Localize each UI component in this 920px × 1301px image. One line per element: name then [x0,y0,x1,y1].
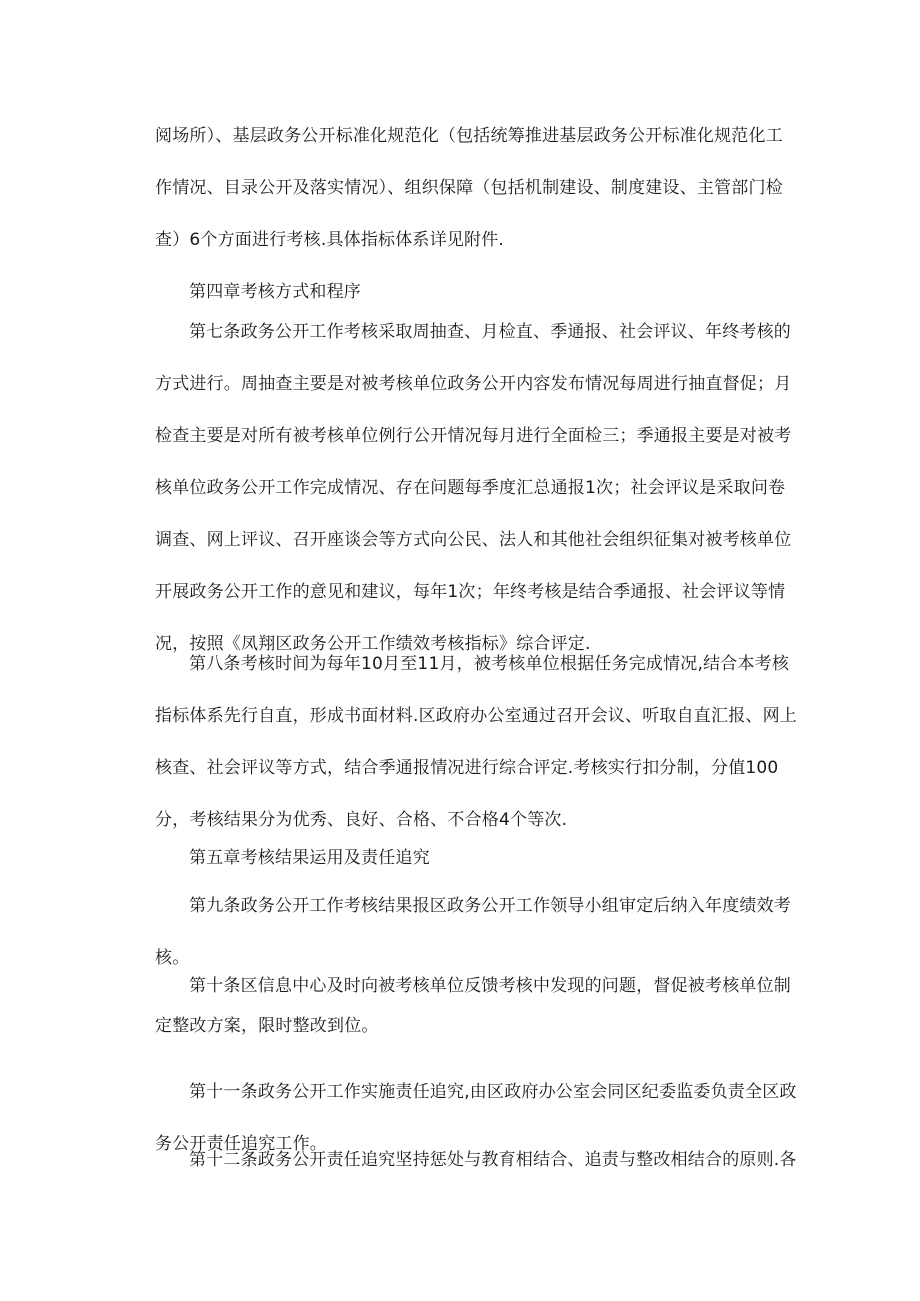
paragraph-article-12 [155,1134,795,1186]
text-line: 核。 [155,948,190,968]
heading-text: 第四章考核方式和程序 [189,282,361,302]
text-line: 核查、社会评议等方式，结合季通报情况进行综合评定.考核实行扣分制，分值100 [155,758,779,778]
text-line: 开展政务公开工作的意见和建议，每年1次；年终考核是结合季通报、社会评议等情 [155,582,786,602]
text-line: 作情况、目录公开及落实情况）、组织保障（包括机制建设、制度建设、主管部门检 [155,178,783,198]
text-line: 第十条区信息中心及时向被考核单位反馈考核中发现的问题，督促被考核单位制 [189,976,791,996]
paragraph-article-7 [155,306,795,670]
paragraph-article-8 [155,638,798,846]
text-line: 查）6个方面进行考核.具体指标体系详见附件. [155,230,505,250]
text-line: 指标体系先行自直，形成书面材料.区政府办公室通过召开会议、听取自直汇报、网上 [155,706,798,726]
text-line: 分，考核结果分为优秀、良好、合格、不合格4个等次. [155,810,568,830]
text-line: 第十一条政务公开工作实施责任追究,由区政府办公室会同区纪委监委负责全区政 [189,1082,797,1102]
text-line: 方式进行。周抽查主要是对被考核单位政务公开内容发布情况每周进行抽直督促；月 [155,374,792,394]
text-line: 第七条政务公开工作考核采取周抽查、月检直、季通报、社会评议、年终考核的 [189,322,791,342]
text-line: 定整改方案，限时整改到位。 [155,1016,379,1036]
text-line: 检查主要是对所有被考核单位例行公开情况每月进行全面检三；季通报主要是对被考 [155,426,792,446]
text-line: 务公开责任追究工作。 [155,1134,327,1154]
text-line: 第九条政务公开工作考核结果报区政务公开工作领导小组审定后纳入年度绩效考 [189,896,791,916]
text-line: 第八条考核时间为每年10月至11月，被考核单位根据任务完成情况,结合本考核 [189,654,790,674]
paragraph-continued-indicators [155,110,795,266]
text-line: 阅场所）、基层政务公开标准化规范化（包括统筹推进基层政务公开标准化规范化工 [155,126,783,146]
text-line: 况，按照《凤翔区政务公开工作绩效考核指标》综合评定. [155,634,591,654]
text-line: 第十二条政务公开责任追究坚持惩处与教育相结合、追责与整改相结合的原则.各 [189,1150,797,1170]
heading-text: 第五章考核结果运用及责任追究 [189,848,430,868]
text-line: 调查、网上评议、召开座谈会等方式向公民、法人和其他社会组织征集对被考核单位 [155,530,792,550]
paragraph-article-10 [155,966,795,1046]
chapter-5-heading [155,832,795,884]
text-line: 核单位政务公开工作完成情况、存在问题每季度汇总通报1次；社会评议是采取问卷 [155,478,786,498]
